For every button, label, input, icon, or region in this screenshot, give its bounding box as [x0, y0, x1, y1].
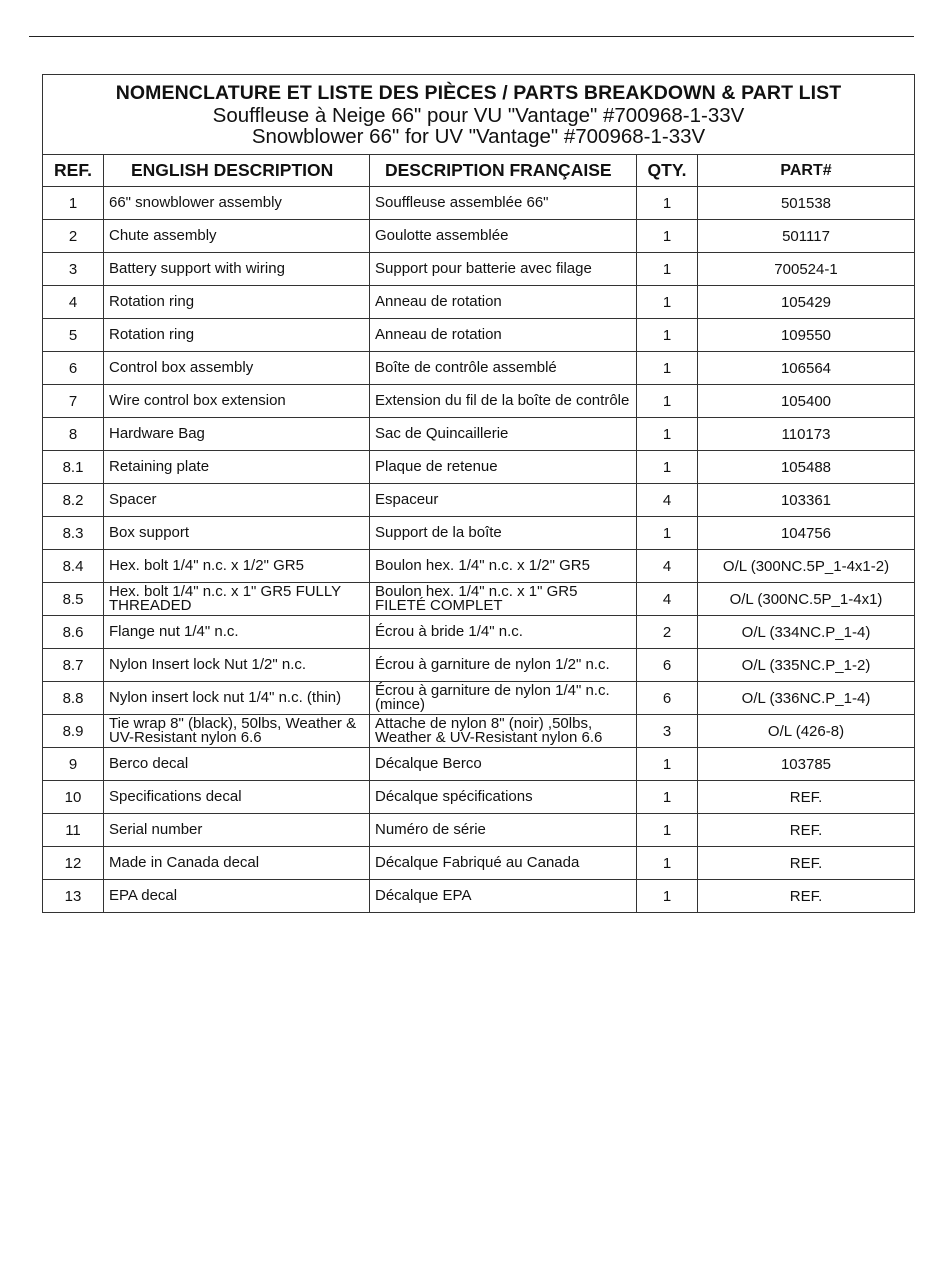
title-line-3: Snowblower 66" for UV "Vantage" #700968-1-33V — [251, 125, 706, 148]
cell-part-number: O/L (426-8) — [698, 715, 915, 748]
column-header-part: PART# — [698, 155, 915, 187]
cell-quantity: 4 — [637, 550, 698, 583]
cell-part-number: 105488 — [698, 451, 915, 484]
cell-ref: 8.4 — [43, 550, 104, 583]
cell-english-description: Specifications decal — [104, 781, 370, 814]
cell-quantity: 1 — [637, 352, 698, 385]
cell-english-description: Flange nut 1/4" n.c. — [104, 616, 370, 649]
cell-part-number: O/L (335NC.P_1-2) — [698, 649, 915, 682]
cell-part-number: 104756 — [698, 517, 915, 550]
cell-ref: 5 — [43, 319, 104, 352]
cell-french-description: Souffleuse assemblée 66" — [370, 187, 637, 220]
cell-part-number: REF. — [698, 847, 915, 880]
cell-french-description: Décalque spécifications — [370, 781, 637, 814]
cell-ref: 10 — [43, 781, 104, 814]
cell-ref: 8.8 — [43, 682, 104, 715]
cell-ref: 8.2 — [43, 484, 104, 517]
table-row — [43, 286, 915, 319]
cell-part-number: 103785 — [698, 748, 915, 781]
table-row — [43, 649, 915, 682]
cell-part-number: REF. — [698, 880, 915, 913]
cell-english-description: Nylon insert lock nut 1/4" n.c. (thin) — [104, 682, 370, 715]
cell-english-description: Made in Canada decal — [104, 847, 370, 880]
cell-part-number: 110173 — [698, 418, 915, 451]
cell-quantity: 1 — [637, 814, 698, 847]
cell-french-description: Plaque de retenue — [370, 451, 637, 484]
cell-french-description: Anneau de rotation — [370, 286, 637, 319]
cell-part-number: 105429 — [698, 286, 915, 319]
cell-english-description: Chute assembly — [104, 220, 370, 253]
cell-french-description: Extension du fil de la boîte de contrôle — [370, 385, 637, 418]
parts-list-table — [42, 74, 915, 913]
cell-english-description: Battery support with wiring — [104, 253, 370, 286]
cell-ref: 13 — [43, 880, 104, 913]
cell-ref: 11 — [43, 814, 104, 847]
cell-ref: 8 — [43, 418, 104, 451]
table-row — [43, 616, 915, 649]
cell-french-description: Boulon hex. 1/4" n.c. x 1/2" GR5 — [370, 550, 637, 583]
cell-quantity: 1 — [637, 781, 698, 814]
cell-french-description: Numéro de série — [370, 814, 637, 847]
column-header-ref: REF. — [43, 155, 104, 187]
cell-quantity: 1 — [637, 253, 698, 286]
cell-english-description: Spacer — [104, 484, 370, 517]
cell-quantity: 1 — [637, 880, 698, 913]
cell-part-number: 700524-1 — [698, 253, 915, 286]
cell-quantity: 6 — [637, 649, 698, 682]
cell-french-description: Écrou à garniture de nylon 1/4" n.c. (mince) — [370, 682, 637, 715]
cell-quantity: 6 — [637, 682, 698, 715]
cell-quantity: 2 — [637, 616, 698, 649]
cell-ref: 6 — [43, 352, 104, 385]
cell-ref: 8.5 — [43, 583, 104, 616]
cell-english-description: Tie wrap 8" (black), 50lbs, Weather & UV-Resistant nylon 6.6 — [104, 715, 370, 748]
top-divider-line — [29, 36, 914, 37]
cell-french-description: Support de la boîte — [370, 517, 637, 550]
cell-ref: 8.6 — [43, 616, 104, 649]
cell-french-description: Décalque Berco — [370, 748, 637, 781]
cell-quantity: 1 — [637, 517, 698, 550]
table-row — [43, 583, 915, 616]
cell-part-number: 501117 — [698, 220, 915, 253]
cell-ref: 3 — [43, 253, 104, 286]
cell-french-description: Espaceur — [370, 484, 637, 517]
cell-ref: 8.1 — [43, 451, 104, 484]
cell-french-description: Écrou à garniture de nylon 1/2" n.c. — [370, 649, 637, 682]
table-row — [43, 385, 915, 418]
column-header-french: DESCRIPTION FRANÇAISE — [370, 155, 637, 187]
cell-part-number: O/L (300NC.5P_1-4x1) — [698, 583, 915, 616]
cell-english-description: Hex. bolt 1/4" n.c. x 1/2" GR5 — [104, 550, 370, 583]
table-row — [43, 484, 915, 517]
cell-french-description: Support pour batterie avec filage — [370, 253, 637, 286]
cell-english-description: Retaining plate — [104, 451, 370, 484]
table-row — [43, 319, 915, 352]
cell-ref: 12 — [43, 847, 104, 880]
cell-part-number: 105400 — [698, 385, 915, 418]
cell-english-description: Berco decal — [104, 748, 370, 781]
cell-part-number: 109550 — [698, 319, 915, 352]
cell-quantity: 4 — [637, 583, 698, 616]
cell-quantity: 1 — [637, 220, 698, 253]
cell-english-description: Rotation ring — [104, 286, 370, 319]
cell-ref: 8.3 — [43, 517, 104, 550]
table-row — [43, 253, 915, 286]
cell-quantity: 4 — [637, 484, 698, 517]
table-row — [43, 880, 915, 913]
cell-part-number: O/L (336NC.P_1-4) — [698, 682, 915, 715]
cell-part-number: REF. — [698, 781, 915, 814]
cell-english-description: Box support — [104, 517, 370, 550]
cell-quantity: 3 — [637, 715, 698, 748]
cell-quantity: 1 — [637, 451, 698, 484]
column-header-english: ENGLISH DESCRIPTION — [104, 155, 370, 187]
column-header-row — [43, 155, 915, 187]
cell-english-description: Hardware Bag — [104, 418, 370, 451]
cell-quantity: 1 — [637, 187, 698, 220]
table-title-block — [43, 75, 915, 155]
column-header-qty: QTY. — [637, 155, 698, 187]
cell-part-number: O/L (334NC.P_1-4) — [698, 616, 915, 649]
parts-table-body — [43, 187, 915, 913]
cell-french-description: Anneau de rotation — [370, 319, 637, 352]
title-line-1: NOMENCLATURE ET LISTE DES PIÈCES / PARTS BREAKDOWN & PART LIST — [115, 82, 842, 104]
cell-ref: 9 — [43, 748, 104, 781]
cell-french-description: Attache de nylon 8" (noir) ,50lbs, Weather & UV-Resistant nylon 6.6 — [370, 715, 637, 748]
table-row — [43, 352, 915, 385]
cell-ref: 8.7 — [43, 649, 104, 682]
cell-french-description: Boulon hex. 1/4" n.c. x 1" GR5 FILETÉ COMPLET — [370, 583, 637, 616]
table-row — [43, 451, 915, 484]
cell-part-number: 106564 — [698, 352, 915, 385]
cell-french-description: Boîte de contrôle assemblé — [370, 352, 637, 385]
table-row — [43, 814, 915, 847]
cell-part-number: O/L (300NC.5P_1-4x1-2) — [698, 550, 915, 583]
table-row — [43, 220, 915, 253]
cell-quantity: 1 — [637, 418, 698, 451]
table-row — [43, 187, 915, 220]
cell-english-description: Control box assembly — [104, 352, 370, 385]
cell-english-description: Serial number — [104, 814, 370, 847]
cell-ref: 7 — [43, 385, 104, 418]
table-row — [43, 781, 915, 814]
cell-ref: 8.9 — [43, 715, 104, 748]
cell-english-description: Rotation ring — [104, 319, 370, 352]
cell-ref: 4 — [43, 286, 104, 319]
table-row — [43, 418, 915, 451]
cell-english-description: 66" snowblower assembly — [104, 187, 370, 220]
cell-quantity: 1 — [637, 319, 698, 352]
title-line-2: Souffleuse à Neige 66" pour VU "Vantage" #700968-1-33V — [212, 104, 745, 127]
table-row — [43, 682, 915, 715]
cell-part-number: 501538 — [698, 187, 915, 220]
table-row — [43, 748, 915, 781]
table-row — [43, 847, 915, 880]
cell-french-description: Sac de Quincaillerie — [370, 418, 637, 451]
cell-part-number: 103361 — [698, 484, 915, 517]
cell-french-description: Écrou à bride 1/4" n.c. — [370, 616, 637, 649]
cell-english-description: Nylon Insert lock Nut 1/2" n.c. — [104, 649, 370, 682]
cell-english-description: Wire control box extension — [104, 385, 370, 418]
cell-french-description: Décalque Fabriqué au Canada — [370, 847, 637, 880]
cell-english-description: Hex. bolt 1/4" n.c. x 1" GR5 FULLY THREADED — [104, 583, 370, 616]
cell-french-description: Goulotte assemblée — [370, 220, 637, 253]
cell-quantity: 1 — [637, 385, 698, 418]
cell-quantity: 1 — [637, 847, 698, 880]
table-row — [43, 550, 915, 583]
cell-ref: 1 — [43, 187, 104, 220]
cell-part-number: REF. — [698, 814, 915, 847]
table-row — [43, 715, 915, 748]
table-row — [43, 517, 915, 550]
cell-quantity: 1 — [637, 286, 698, 319]
cell-quantity: 1 — [637, 748, 698, 781]
cell-french-description: Décalque EPA — [370, 880, 637, 913]
cell-english-description: EPA decal — [104, 880, 370, 913]
cell-ref: 2 — [43, 220, 104, 253]
